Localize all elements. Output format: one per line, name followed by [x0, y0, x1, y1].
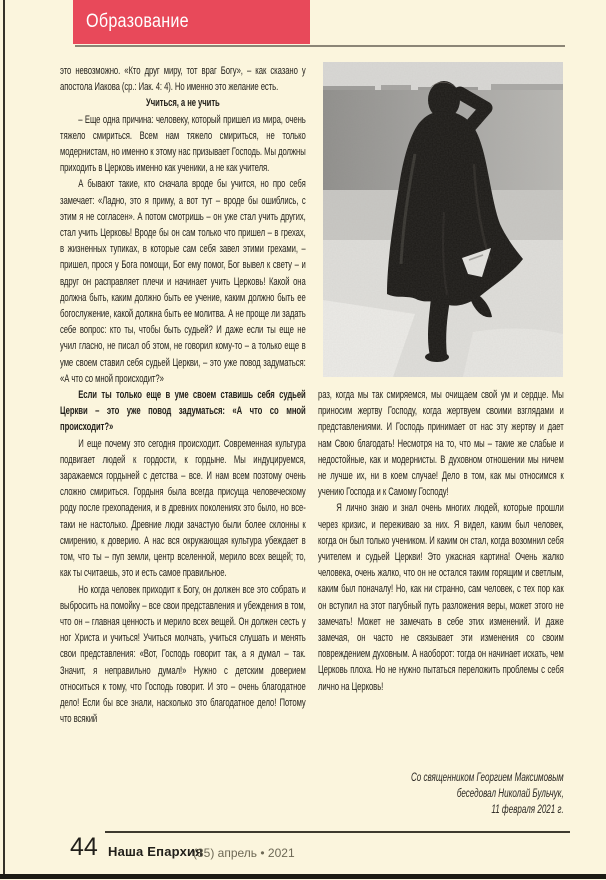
- signature-line: 11 февраля 2021 г.: [491, 804, 564, 816]
- page-left-border: [3, 0, 5, 875]
- paragraph: А бывают такие, кто сначала вроде бы учится, но про себя замечает: «Ладно, это я приму, а вот тут – вроде бы ошиблись, с этим я не согласен». А потом смотришь – он уже стал учить других, стал учить Церковь! Вроде бы он сам только что пришел – в грехах, в жизненных тупиках, в которые сам себя завел этими грехами, – пришел, прося у Бога помощи, Бог ему помог, Бог вывел к свету – и вдруг он расправляет плечи и начинает учить Церковь! Какой она должна быть, каким должно быть ее учение, каким должно быть ее богослужение, какой должна быть ее молитва. А не проще ли задать себе вопрос: кто ты, чтобы быть судьей? И даже если ты еще не учил гласно, не писал об этом, не говорил кому-то – а только еще в уме своем ставил себя судьей Церкви, – это уже повод задуматься: «А что со мной происходит?»: [60, 178, 306, 385]
- left-column: [60, 63, 306, 727]
- paragraph: Я лично знаю и знал очень многих людей, которые прошли через кризис, и переживаю за них. Я видел, каким был человек, когда он был только учеником. И каким он стал, когда возомнил себя учителем и судьей Церкви! Это ужасная картина! Очень жалко человека, очень жалко, что он не остался таким горящим и светлым, каким был поначалу! Но, как ни странно, сам человек, с тех пор как он вступил на этот пагубный путь разложения веры, может этого не замечать! Может не замечать в себе этих изменений. И даже замечая, он часто не связывает эти изменения со своим повреждением духовным. А наоборот: тогда он начинает искать, чем Церковь плоха. Но не нужно пытаться переложить проблемы с себя лично на Церковь!: [318, 502, 564, 693]
- subheading: Учиться, а не учить: [145, 97, 220, 110]
- paragraph: это невозможно. «Кто друг миру, тот враг Богу», – как сказано у апостола Иакова (ср.: Иак. 4: 4). Но именно это желание есть.: [60, 65, 306, 94]
- section-header: [73, 0, 310, 44]
- photo-grain: [323, 62, 563, 377]
- signature-line: беседовал Николай Бульчук,: [456, 788, 564, 800]
- pull-quote-paragraph: Если ты только еще в уме своем ставишь себя судьей Церкви – это уже повод задуматься: «А что со мной происходит?»: [60, 389, 306, 434]
- header-rule: [75, 45, 565, 47]
- paragraph: Но когда человек приходит к Богу, он должен все это собрать и выбросить на помойку – все свои представления и убеждения в том, что он – главная ценность и мерило всех вещей. Он должен сесть у ног Христа и учиться! Учиться молчать, учиться слушать и менять свои представления: «Вот, Господь говорит так, а я думал – так. Значит, я неправильно думал!» Нужно с детским доверием относиться к тому, что Господь говорит. И это – очень благодатное дело! Если бы все знали, насколько это благодатное дело! Потому что всякий: [60, 583, 306, 726]
- footer-rule: [105, 831, 570, 833]
- paragraph: – Еще одна причина: человеку, который пришел из мира, очень тяжело смириться. Всем нам тяжело смириться, не только модернистам, но именно к этому нас призывает Господь. Мы должны приходить в Церковь именно как ученики, а не как учителя.: [60, 113, 306, 175]
- issue-info: (35) апрель • 2021: [193, 846, 295, 860]
- paragraph: раз, когда мы так смиряемся, мы очищаем свой ум и сердце. Мы приносим жертву Господу, когда жертвуем своими взглядами и представлениями. И Господь принимает от нас эту жертву и дает нам Свою благодать! Несмотря на то, что мы – такие же слабые и недостойные, как и модернисты. В духовном отношении мы ничем не лучше их, ни в коем случае! Дело в том, как мы относимся к учению Господа и к Самому Господу!: [318, 389, 564, 499]
- article-signature: [318, 770, 564, 818]
- page-bottom-border: [0, 874, 606, 879]
- magazine-title: Наша Епархия: [108, 844, 204, 859]
- monk-field-photo: [323, 62, 563, 377]
- signature-line: Со священником Георгием Максимовым: [410, 772, 564, 784]
- right-column: [318, 387, 564, 695]
- section-title: Образование: [86, 11, 189, 32]
- page-number: 44: [70, 833, 98, 861]
- paragraph: И еще почему это сегодня происходит. Современная культура подвигает людей к гордости, к гордыне. Мы индуцируемся, заражаемся гордыней с детства – все. И нам всем поэтому очень сложно смириться. Гордыня была всегда присуща человеческому роду после грехопадения, и в древних поколениях это было, но все-таки не настолько. Древние люди зачастую были более склонны к смирению, к доверию. А нас вся окружающая культура убеждает в том, что ты – пуп земли, центр вселенной, мерило всех вещей; то, как ты считаешь, это и есть самое правильное.: [60, 437, 306, 580]
